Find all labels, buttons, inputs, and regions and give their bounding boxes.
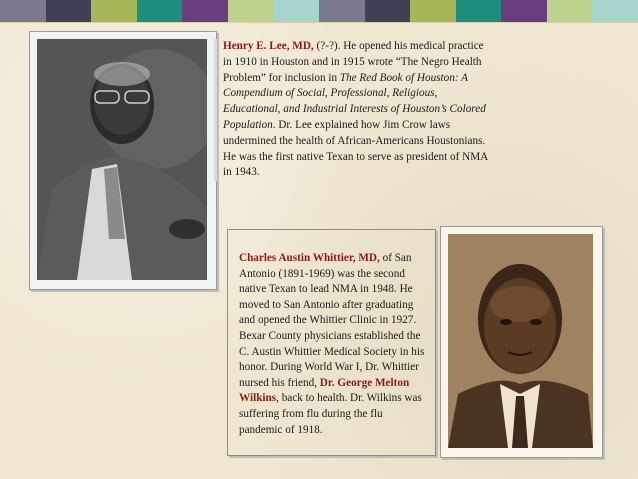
wilkins-name: Dr. George Melton Wilkins xyxy=(239,376,410,405)
stripe-segment xyxy=(456,0,502,22)
whittier-text-2: , back to health. Dr. Wilkins was suffering from flu during the flu pandemic of 1918. xyxy=(239,392,422,436)
whittier-text-1: of San Antonio (1891-1969) was the second native Texan to lead NMA in 1948. He moved to San Antonio after graduating and opened the Whittier Clinic in 1927. Bexar County physicians established the C. Austin Whittier Medical Society in his honor. During World War I, Dr. Whittier nursed his friend, xyxy=(239,252,425,389)
whittier-biography xyxy=(239,251,425,438)
stripe-segment xyxy=(319,0,365,22)
whittier-biography-box xyxy=(227,229,436,456)
stripe-segment xyxy=(46,0,92,22)
lee-name: Henry E. Lee, MD, xyxy=(223,40,314,52)
stripe-segment xyxy=(501,0,547,22)
stripe-segment xyxy=(0,0,46,22)
stripe-segment xyxy=(228,0,274,22)
stripe-segment xyxy=(592,0,638,22)
stripe-segment xyxy=(410,0,456,22)
lee-text-1: (?-?). He opened his medical practice in 1910 in Houston and in 1915 wrote “The Negro Health Problem” for inclusion in xyxy=(223,40,484,84)
lee-book-title: The Red Book of Houston: A Compendium of Social, Professional, Religious, Educational, and Industrial Interests of Houston’s Colored Population xyxy=(223,71,486,131)
henry-lee-portrait xyxy=(37,39,207,280)
lee-text-2: . Dr. Lee explained how Jim Crow laws undermined the health of African-Americans Houstonians. He was the first native Texan to serve as president of NMA in 1943. xyxy=(223,118,488,179)
stripe-segment xyxy=(273,0,319,22)
stripe-segment xyxy=(182,0,228,22)
top-color-stripe xyxy=(0,0,638,22)
lee-biography xyxy=(214,39,493,181)
whittier-name: Charles Austin Whittier, MD, xyxy=(239,252,380,264)
stripe-segment xyxy=(137,0,183,22)
stripe-segment xyxy=(365,0,411,22)
stripe-segment xyxy=(91,0,137,22)
charles-whittier-portrait xyxy=(448,234,593,448)
stripe-segment xyxy=(547,0,593,22)
stripe-divider xyxy=(0,22,638,23)
